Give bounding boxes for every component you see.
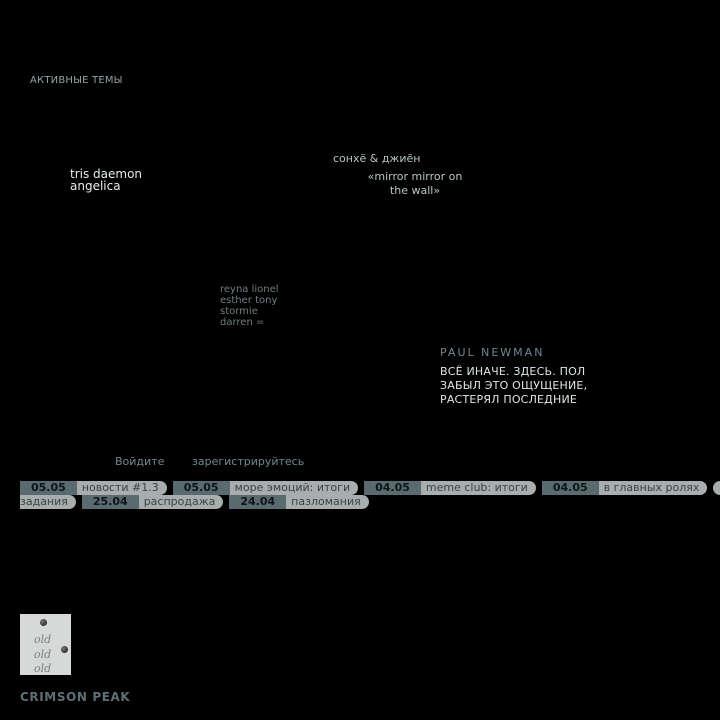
news-item-partial[interactable] [20,495,76,509]
pin-icon [40,619,47,626]
featured-name[interactable]: PAUL NEWMAN [440,346,545,359]
news-title: пазломания [291,495,361,508]
topic-pair-line2: angelica [70,179,121,193]
news-title: meme club: итоги [425,481,528,494]
news-ticker-row1 [20,481,720,495]
news-item[interactable] [542,481,708,495]
section-title: АКТИВНЫЕ ТЕМЫ [30,75,123,86]
news-title: в главных ролях [603,481,700,494]
topic-pair[interactable] [70,168,142,192]
news-ticker-row2 [20,495,375,509]
news-title: задания [20,495,68,508]
news-item-partial[interactable] [713,481,720,495]
news-item[interactable] [364,481,536,495]
topic-group[interactable] [220,284,279,328]
topic-group-line2: esther tony [220,295,278,306]
featured-text: ВСЁ ИНАЧЕ. ЗДЕСЬ. ПОЛ ЗАБЫЛ ЭТО ОЩУЩЕНИЕ, РАСТЕРЯЛ ПОСЛЕДНИЕ [440,365,588,406]
news-title: новости #1.3 [81,481,159,494]
topic-duo-names[interactable]: сонхё & джиён [333,152,421,165]
topic-duo-quote: «mirror mirror on the wall» [367,170,463,197]
news-date: 04.05 [364,481,421,495]
pin-icon [61,646,68,653]
login-link[interactable]: Войдите [115,455,165,468]
news-item[interactable] [82,495,223,509]
pinned-note-image[interactable] [20,614,71,675]
topic-pair-line1: tris daemon [70,167,143,181]
news-date: 04.05 [542,481,599,495]
news-title: распродажа [143,495,216,508]
note-word: old [34,633,52,646]
news-item[interactable] [20,481,167,495]
topic-group-line4: darren = [220,317,265,328]
news-date: 24.04 [229,495,286,509]
note-word: old [34,648,52,661]
news-item[interactable] [173,481,358,495]
news-title: море эмоций: итоги [234,481,351,494]
news-date: 05.05 [173,481,230,495]
register-link[interactable]: зарегистрируйтесь [192,455,305,468]
board-title[interactable]: CRIMSON PEAK [20,690,131,704]
news-item[interactable] [229,495,368,509]
topic-group-line3: stormie [220,306,258,317]
note-word: old [34,662,52,675]
news-date: 05.05 [20,481,77,495]
topic-group-line1: reyna lionel [220,284,279,295]
news-date: 25.04 [82,495,139,509]
